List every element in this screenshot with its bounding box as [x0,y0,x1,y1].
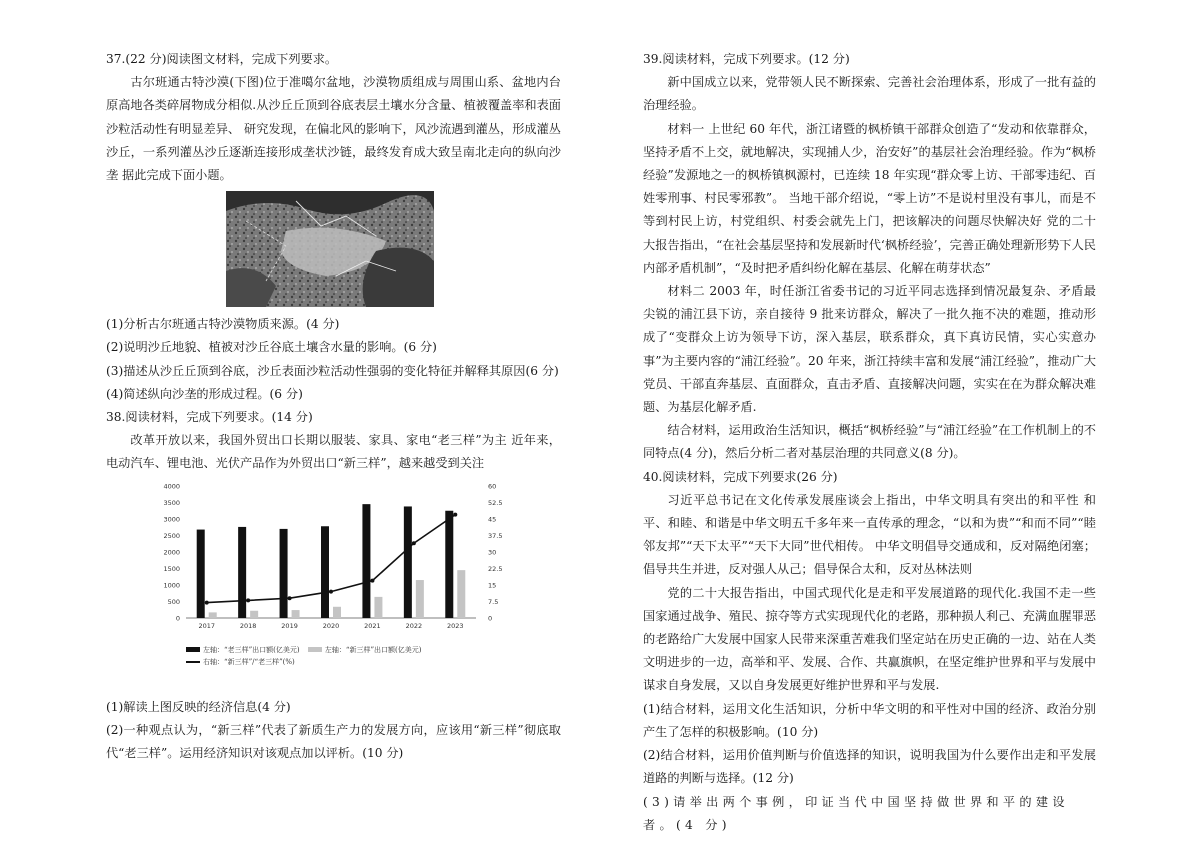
right-tick-label: 45 [488,515,497,524]
q38-intro: 改革开放以来，我国外贸出口长期以服装、家具、家电“老三样”为主 近年来，电动汽车、锂电池、光伏产品作为外贸出口“新三样”，越来越受到关注 [106,433,561,471]
q37-intro: 古尔班通古特沙漠(下图)位于准噶尔盆地，沙漠物质组成与周围山系、盆地内台原高地各类碎屑物成分相似.从沙丘丘顶到谷底表层土壤水分含量、植被覆盖率和表面沙粒活动性有明显差异、 研究发现，在偏北风的影响下，风沙流遇到灌丛，形成灌丛沙丘，一系列灌丛沙丘逐渐连接形成垄状沙链，最终发育成大致呈南北走向的纵向沙垄 据此完成下面小题。 [106,75,561,183]
x-tick-label: 2019 [281,621,298,630]
bar-old-three [445,510,453,617]
export-chart [146,480,536,692]
right-tick-label: 60 [488,482,497,491]
q37-item-2: (2)说明沙丘地貌、植被对沙丘谷底土壤含水量的影响。(6 分) [106,340,437,355]
right-tick-label: 22.5 [488,564,503,573]
left-tick-label: 1000 [163,581,180,590]
q39-material-1: 材料一 上世纪 60 年代，浙江诸暨的枫桥镇干部群众创造了“发动和依靠群众，坚持矛盾不上交，就地解决，实现捕人少，治安好”的基层社会治理经验。作为“枫桥经验”发源地之一的枫桥镇枫源村，已连续 18 年实现“群众零上访、干部零违纪、百姓零刑事、村民零邪教”。 当地干部介绍说，“零上访”不是说村里没有事儿，而是不等到村民上访，村党组织、村委会就先上门，把该解决的问题尽快解决好 党的二十大报告指出，“在社会基层坚持和发展新时代‘枫桥经验’，完善正确处理新形势下人民内部矛盾机制”，“及时把矛盾纠纷化解在基层、化解在萌芽状态” [643,121,1096,275]
legend-old-three: 左轴：“老三样”出口额(亿美元) [186,644,300,656]
q40-paragraph-1: 习近平总书记在文化传承发展座谈会上指出，中华文明具有突出的和平性 和平、和睦、和谐是中华文明五千多年来一直传承的理念，“以和为贵”“和而不同”“睦邻友邦”“天下太平”“天下大同”世代相传。 中华文明倡导交通成和，反对隔绝闭塞；倡导共生并进，反对强人从己；倡导保合太和，反对丛林法则 [643,492,1096,577]
bar-new-three [457,570,465,618]
q37-item-1: (1)分析古尔班通古特沙漠物质来源。(4 分) [106,317,340,332]
desert-map-image [226,191,434,307]
desert-map-graphic [226,191,434,307]
bar-old-three [280,529,288,618]
bar-new-three [292,610,300,618]
export-chart-svg [146,480,536,640]
x-tick-label: 2018 [239,621,257,630]
right-tick-label: 37.5 [488,531,503,540]
ratio-point [288,596,292,600]
x-tick-label: 2020 [322,621,340,630]
bar-old-three [197,529,205,617]
bar-old-three [362,504,370,618]
legend-new-three: 左轴：“新三样”出口额(亿美元) [308,644,422,656]
right-tick-label: 30 [488,548,497,557]
left-tick-label: 3000 [163,515,180,524]
right-tick-label: 15 [488,581,497,590]
left-tick-label: 3500 [163,498,180,507]
q38-title: 38.阅读材料，完成下列要求。(14 分) [106,410,313,425]
left-tick-label: 1500 [163,564,180,573]
x-tick-label: 2023 [447,621,464,630]
right-tick-label: 0 [488,614,493,623]
left-tick-label: 500 [167,597,180,606]
bar-new-three [374,597,382,618]
left-tick-label: 4000 [163,482,180,491]
right-column [643,48,1096,837]
q39-title: 39.阅读材料，完成下列要求。(12 分) [643,52,850,66]
bar-new-three [250,610,258,617]
bar-old-three [321,526,329,618]
chart-legend [186,644,516,668]
legend-ratio: 右轴：“新三样”/“老三样”(%) [186,656,295,668]
left-column [106,48,561,765]
ratio-point [453,512,457,516]
ratio-point [370,578,374,582]
ratio-point [205,600,209,604]
q37-title: 37.(22 分)阅读图文材料，完成下列要求。 [106,52,338,66]
ratio-point [329,589,333,593]
x-tick-label: 2021 [364,621,381,630]
left-tick-label: 2500 [163,531,180,540]
q40-item-2: (2)结合材料，运用价值判断与价值选择的知识，说明我国为什么要作出走和平发展道路的判断与选择。(12 分) [643,748,1096,786]
q38-item-1: (1)解读上图反映的经济信息(4 分) [106,699,291,714]
q40-item-1: (1)结合材料，运用文化生活知识，分析中华文明的和平性对中国的经济、政治分别产生了怎样的积极影响。(10 分) [643,701,1096,739]
left-tick-label: 2000 [163,548,180,557]
x-tick-label: 2022 [405,621,423,630]
left-tick-label: 0 [175,614,180,623]
q38-item-2: (2)一种观点认为，“新三样”代表了新质生产力的发展方向，应该用“新三样”彻底取代“老三样”。运用经济知识对该观点加以评析。(10 分) [106,722,561,761]
q39-task: 结合材料，运用政治生活知识，概括“枫桥经验”与“浦江经验”在工作机制上的不同特点(4 分)，然后分析二者对基层治理的共同意义(8 分)。 [643,423,1096,461]
x-tick-label: 2017 [198,621,215,630]
ratio-point [246,598,250,602]
q39-intro: 新中国成立以来，党带领人民不断探索、完善社会治理体系，形成了一批有益的治理经验。 [643,75,1096,113]
bar-old-three [238,527,246,618]
bar-new-three [333,606,341,617]
right-tick-label: 52.5 [488,498,503,507]
q37-item-3: (3)描述从沙丘丘顶到谷底，沙丘表面沙粒活动性强弱的变化特征并解释其原因(6 分) [106,363,559,378]
bar-old-three [404,506,412,618]
bar-new-three [209,612,217,618]
ratio-point [412,541,416,545]
q40-paragraph-2: 党的二十大报告指出，中国式现代化是走和平发展道路的现代化.我国不走一些国家通过战争、殖民、掠夺等方式实现现代化的老路，那种损人利己、充满血腥罪恶的老路给广大发展中国家人民带来深重苦难我们坚定站在历史正确的一边、站在人类文明进步的一边，高举和平、发展、合作、共赢旗帜，在坚定维护世界和平与发展中谋求自身发展，又以自身发展更好维护世界和平与发展. [643,585,1096,693]
right-tick-label: 7.5 [488,597,499,606]
bar-new-three [416,580,424,618]
q40-title: 40.阅读材料，完成下列要求(26 分) [643,469,838,484]
q39-material-2: 材料二 2003 年，时任浙江省委书记的习近平同志选择到情况最复杂、矛盾最尖锐的浦江县下访，亲自接待 9 批来访群众，解决了一批久拖不决的难题，推动形成了“变群众上访为领导下访，深入基层，联系群众，真下真访民情，实心实意办事”为主要内容的“浦江经验”。20 年来，浙江持续丰富和发展“浦江经验”，推动广大党员、干部直奔基层、直面群众，直击矛盾、直接解决问题，实实在在为群众解决难题、为基层化解矛盾. [643,284,1096,415]
q37-item-4: (4)简述纵向沙垄的形成过程。(6 分) [106,386,303,401]
q40-item-3: (3)请举出两个事例，印证当代中国坚持做世界和平的建设者。(4 分) [643,794,1069,832]
